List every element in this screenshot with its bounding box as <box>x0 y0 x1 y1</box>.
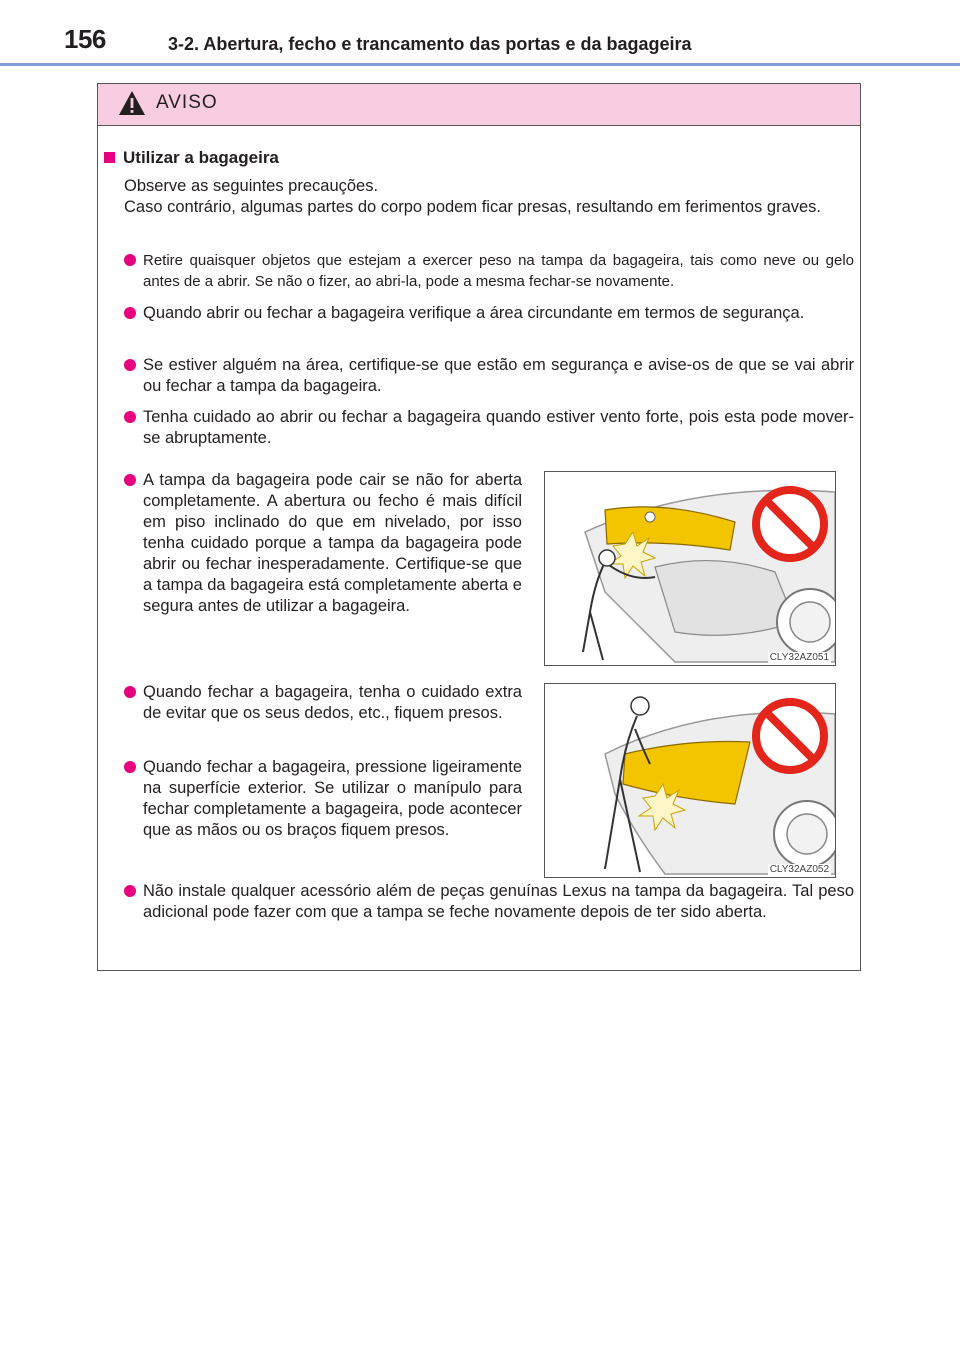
section-title: 3-2. Abertura, fecho e trancamento das portas e da bagageira <box>168 34 692 54</box>
page-number: 156 <box>64 24 106 54</box>
bullet-item: Quando abrir ou fechar a bagageira verifique a área circundante em termos de segurança. <box>124 303 854 324</box>
bullet-dot-icon <box>124 359 136 371</box>
bullet-item: Quando fechar a bagageira, tenha o cuidado extra de evitar que os seus dedos, etc., fiquem presos. <box>124 682 522 724</box>
intro-line-1: Observe as seguintes precauções. <box>124 177 379 195</box>
bullet-item: Retire quaisquer objetos que estejam a exercer peso na tampa da bagageira, tais como neve ou gelo antes de a abrir. Se não o fizer, ao abri-la, pode a mesma fechar-se novamente. <box>124 250 854 292</box>
trunk-falling-drawing <box>545 472 835 665</box>
warning-triangle-icon <box>118 90 146 116</box>
bullet-dot-icon <box>124 761 136 773</box>
trunk-closing-drawing <box>545 684 835 877</box>
image-code: CLY32AZ052 <box>769 864 829 875</box>
illustration-trunk-closing <box>544 683 836 878</box>
bullet-item: Tenha cuidado ao abrir ou fechar a bagageira quando estiver vento forte, pois esta pode mover-se abruptamente. <box>124 407 854 449</box>
bullet-item: Se estiver alguém na área, certifique-se que estão em segurança e avise-os de que se vai abrir ou fechar a tampa da bagageira. <box>124 355 854 397</box>
bullet-item: A tampa da bagageira pode cair se não for aberta completamente. A abertura ou fecho é mais difícil em piso inclinado do que em nivelado, por isso tenha cuidado porque a tampa da bagageira pode abrir ou fechar inesperadamente. Certifique-se que a tampa da bagageira está completamente aberta e segura antes de utilizar a bagageira. <box>124 470 522 617</box>
bullet-item: Quando fechar a bagageira, pressione ligeiramente na superfície exterior. Se utilizar o manípulo para fechar completamente a bagageira, pode acontecer que as mãos ou os braços fiquem presos. <box>124 757 522 841</box>
bullet-dot-icon <box>124 307 136 319</box>
bullet-dot-icon <box>124 254 136 266</box>
warning-box <box>97 83 861 971</box>
prohibition-icon <box>756 490 824 558</box>
warning-title: AVISO <box>156 92 218 113</box>
bullet-dot-icon <box>124 411 136 423</box>
image-code: CLY32AZ051 <box>769 652 829 663</box>
bullet-dot-icon <box>124 474 136 486</box>
subheading <box>104 148 279 168</box>
header-rule <box>0 63 960 66</box>
prohibition-icon <box>756 702 824 770</box>
warning-header <box>98 84 860 126</box>
bullet-dot-icon <box>124 885 136 897</box>
subheading-text: Utilizar a bagageira <box>123 148 279 167</box>
bullet-item: Não instale qualquer acessório além de peças genuínas Lexus na tampa da bagageira. Tal peso adicional pode fazer com que a tampa se feche novamente depois de ter sido aberta. <box>124 881 854 923</box>
bullet-dot-icon <box>124 686 136 698</box>
illustration-trunk-falling <box>544 471 836 666</box>
square-bullet-icon <box>104 152 115 163</box>
page-header <box>0 0 960 70</box>
intro-text <box>124 176 854 218</box>
intro-line-2: Caso contrário, algumas partes do corpo podem ficar presas, resultando em ferimentos graves. <box>124 198 822 216</box>
